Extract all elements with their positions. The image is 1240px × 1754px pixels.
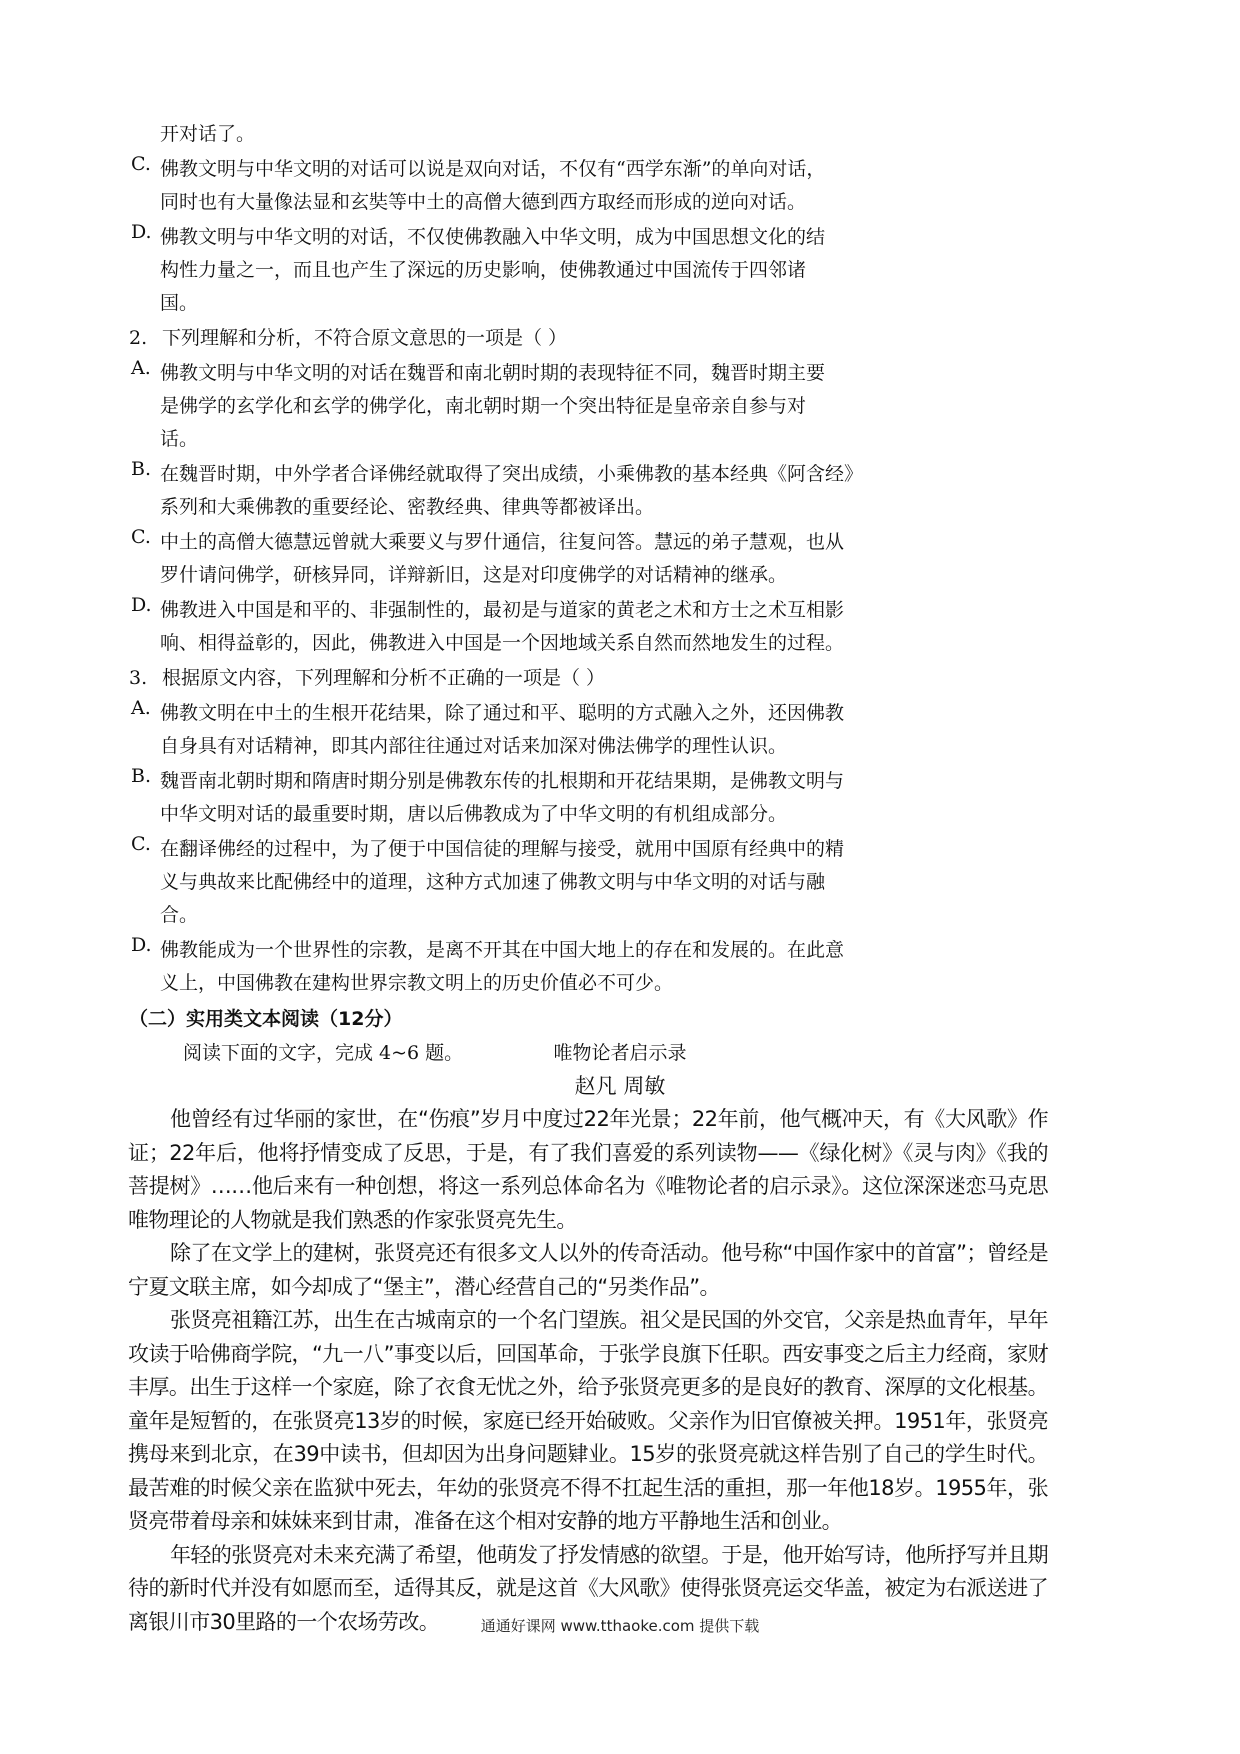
option-letter: D. — [131, 934, 152, 956]
option-line: 义上，中国佛教在建构世界宗教文明上的历史价值必不可少。 — [160, 972, 674, 994]
option-letter: C. — [131, 833, 151, 855]
option-line: 佛教文明与中华文明的对话，不仅使佛教融入中华文明，成为中国思想文化的结 — [160, 226, 826, 248]
option-letter: A. — [131, 697, 151, 719]
option-letter: C. — [131, 153, 151, 175]
q3-option-a — [125, 697, 985, 763]
option-line: 话。 — [160, 428, 199, 450]
option-line: 中华文明对话的最重要时期，唐以后佛教成为了中华文明的有机组成部分。 — [160, 803, 788, 825]
option-line: 佛教文明与中华文明的对话在魏晋和南北朝时期的表现特征不同，魏晋时期主要 — [160, 362, 826, 384]
option-letter: A. — [131, 357, 151, 379]
option-line: 响、相得益彰的，因此，佛教进入中国是一个因地域关系自然而然地发生的过程。 — [160, 632, 845, 654]
option-line: 构性力量之一，而且也产生了深远的历史影响，使佛教通过中国流传于四邻诸 — [160, 259, 807, 281]
option-line: 是佛学的玄学化和玄学的佛学化，南北朝时期一个突出特征是皇帝亲自参与对 — [160, 395, 807, 417]
reading-instruction: 阅读下面的文字，完成 4~6 题。 — [183, 1042, 464, 1064]
option-line: 罗什请问佛学，研核异同，详辩新旧，这是对印度佛学的对话精神的继承。 — [160, 564, 788, 586]
section-heading: （二）实用类文本阅读（12分） — [129, 1008, 403, 1030]
continuation-line: 开对话了。 — [160, 123, 256, 145]
option-line: 合。 — [160, 904, 199, 926]
q2-option-d — [125, 594, 985, 660]
option-line: 在魏晋时期，中外学者合译佛经就取得了突出成绩，小乘佛教的基本经典《阿含经》 — [160, 463, 864, 485]
option-letter: C. — [131, 526, 151, 548]
option-line: 佛教进入中国是和平的、非强制性的，最初是与道家的黄老之术和方士之术互相影 — [160, 599, 845, 621]
question-stem: 根据原文内容，下列理解和分析不正确的一项是（ ） — [162, 667, 606, 689]
q1-option-c — [125, 153, 985, 219]
option-line: 自身具有对话精神，即其内部往往通过对话来加深对佛法佛学的理性认识。 — [160, 735, 788, 757]
article-author: 赵凡 周敏 — [574, 1074, 666, 1098]
q1-option-d — [125, 221, 985, 320]
question-number: 2. — [129, 327, 148, 349]
q2-option-c — [125, 526, 985, 592]
option-line: 魏晋南北朝时期和隋唐时期分别是佛教东传的扎根期和开花结果期，是佛教文明与 — [160, 770, 845, 792]
question-number: 3. — [129, 667, 148, 689]
q2-option-a — [125, 357, 985, 456]
article-body — [128, 1103, 1048, 1639]
q3-option-b — [125, 765, 985, 831]
article-paragraph: 年轻的张贤亮对未来充满了希望，他萌发了抒发情感的欲望。于是，他开始写诗，他所抒写并且期待的新时代并没有如愿而至，适得其反，就是这首《大风歌》使得张贤亮运交华盖，被定为右派送进了离银川市30里路的一个农场劳改。 — [128, 1542, 1048, 1634]
option-line: 国。 — [160, 292, 199, 314]
option-letter: D. — [131, 594, 152, 616]
q2-option-b — [125, 458, 985, 524]
q3-option-d — [125, 934, 985, 1000]
question-3-stem — [125, 662, 985, 695]
option-line: 同时也有大量像法显和玄奘等中土的高僧大德到西方取经而形成的逆向对话。 — [160, 191, 807, 213]
option-letter: B. — [131, 458, 152, 480]
q3-option-c — [125, 833, 985, 932]
option-line: 佛教能成为一个世界性的宗教，是离不开其在中国大地上的存在和发展的。在此意 — [160, 939, 845, 961]
option-letter: D. — [131, 221, 152, 243]
option-line: 义与典故来比配佛经中的道理，这种方式加速了佛教文明与中华文明的对话与融 — [160, 871, 826, 893]
option-line: 在翻译佛经的过程中，为了便于中国信徒的理解与接受，就用中国原有经典中的精 — [160, 838, 845, 860]
article-paragraph: 除了在文学上的建树，张贤亮还有很多文人以外的传奇活动。他号称“中国作家中的首富”；曾经是宁夏文联主席，如今却成了“堡主”，潜心经营自己的“另类作品”。 — [128, 1241, 1048, 1299]
question-stem: 下列理解和分析，不符合原文意思的一项是（ ） — [162, 327, 568, 349]
question-block — [125, 118, 985, 1070]
article-title: 唯物论者启示录 — [553, 1042, 687, 1064]
article-paragraph: 张贤亮祖籍江苏，出生在古城南京的一个名门望族。祖父是民国的外交官，父亲是热血青年，早年攻读于哈佛商学院，“九一八”事变以后，回国革命，于张学良旗下任职。西安事变之后主力经商，家财丰厚。出生于这样一个家庭，除了衣食无忧之外，给予张贤亮更多的是良好的教育、深厚的文化根基。童年是短暂的，在张贤亮13岁的时候，家庭已经开始破败。父亲作为旧官僚被关押。1951年，张贤亮携母来到北京，在39中读书，但却因为出身问题肄业。15岁的张贤亮就这样告别了自己的学生时代。最苦难的时候父亲在监狱中死去，年幼的张贤亮不得不扛起生活的重担，那一年他18岁。1955年，张贤亮带着母亲和妹妹来到甘肃，准备在这个相对安静的地方平静地生活和创业。 — [128, 1308, 1048, 1533]
option-line: 系列和大乘佛教的重要经论、密教经典、律典等都被译出。 — [160, 496, 655, 518]
option-line: 中土的高僧大德慧远曾就大乘要义与罗什通信，往复问答。慧远的弟子慧观，也从 — [160, 531, 845, 553]
option-letter: B. — [131, 765, 152, 787]
option-line: 佛教文明与中华文明的对话可以说是双向对话，不仅有“西学东渐”的单向对话， — [160, 158, 826, 180]
question-2-stem — [125, 322, 985, 355]
option-line: 佛教文明在中土的生根开花结果，除了通过和平、聪明的方式融入之外，还因佛教 — [160, 702, 845, 724]
article-paragraph: 他曾经有过华丽的家世，在“伤痕”岁月中度过22年光景；22年前，他气概冲天，有《大风歌》作证；22年后，他将抒情变成了反思，于是，有了我们喜爱的系列读物——《绿化树》《灵与肉》《我的菩提树》……他后来有一种创想，将这一系列总体命名为《唯物论者的启示录》。这位深深迷恋马克思唯物理论的人物就是我们熟悉的作家张贤亮先生。 — [128, 1107, 1048, 1232]
page-footer: 通通好课网 www.tthaoke.com 提供下载 — [480, 1617, 760, 1635]
